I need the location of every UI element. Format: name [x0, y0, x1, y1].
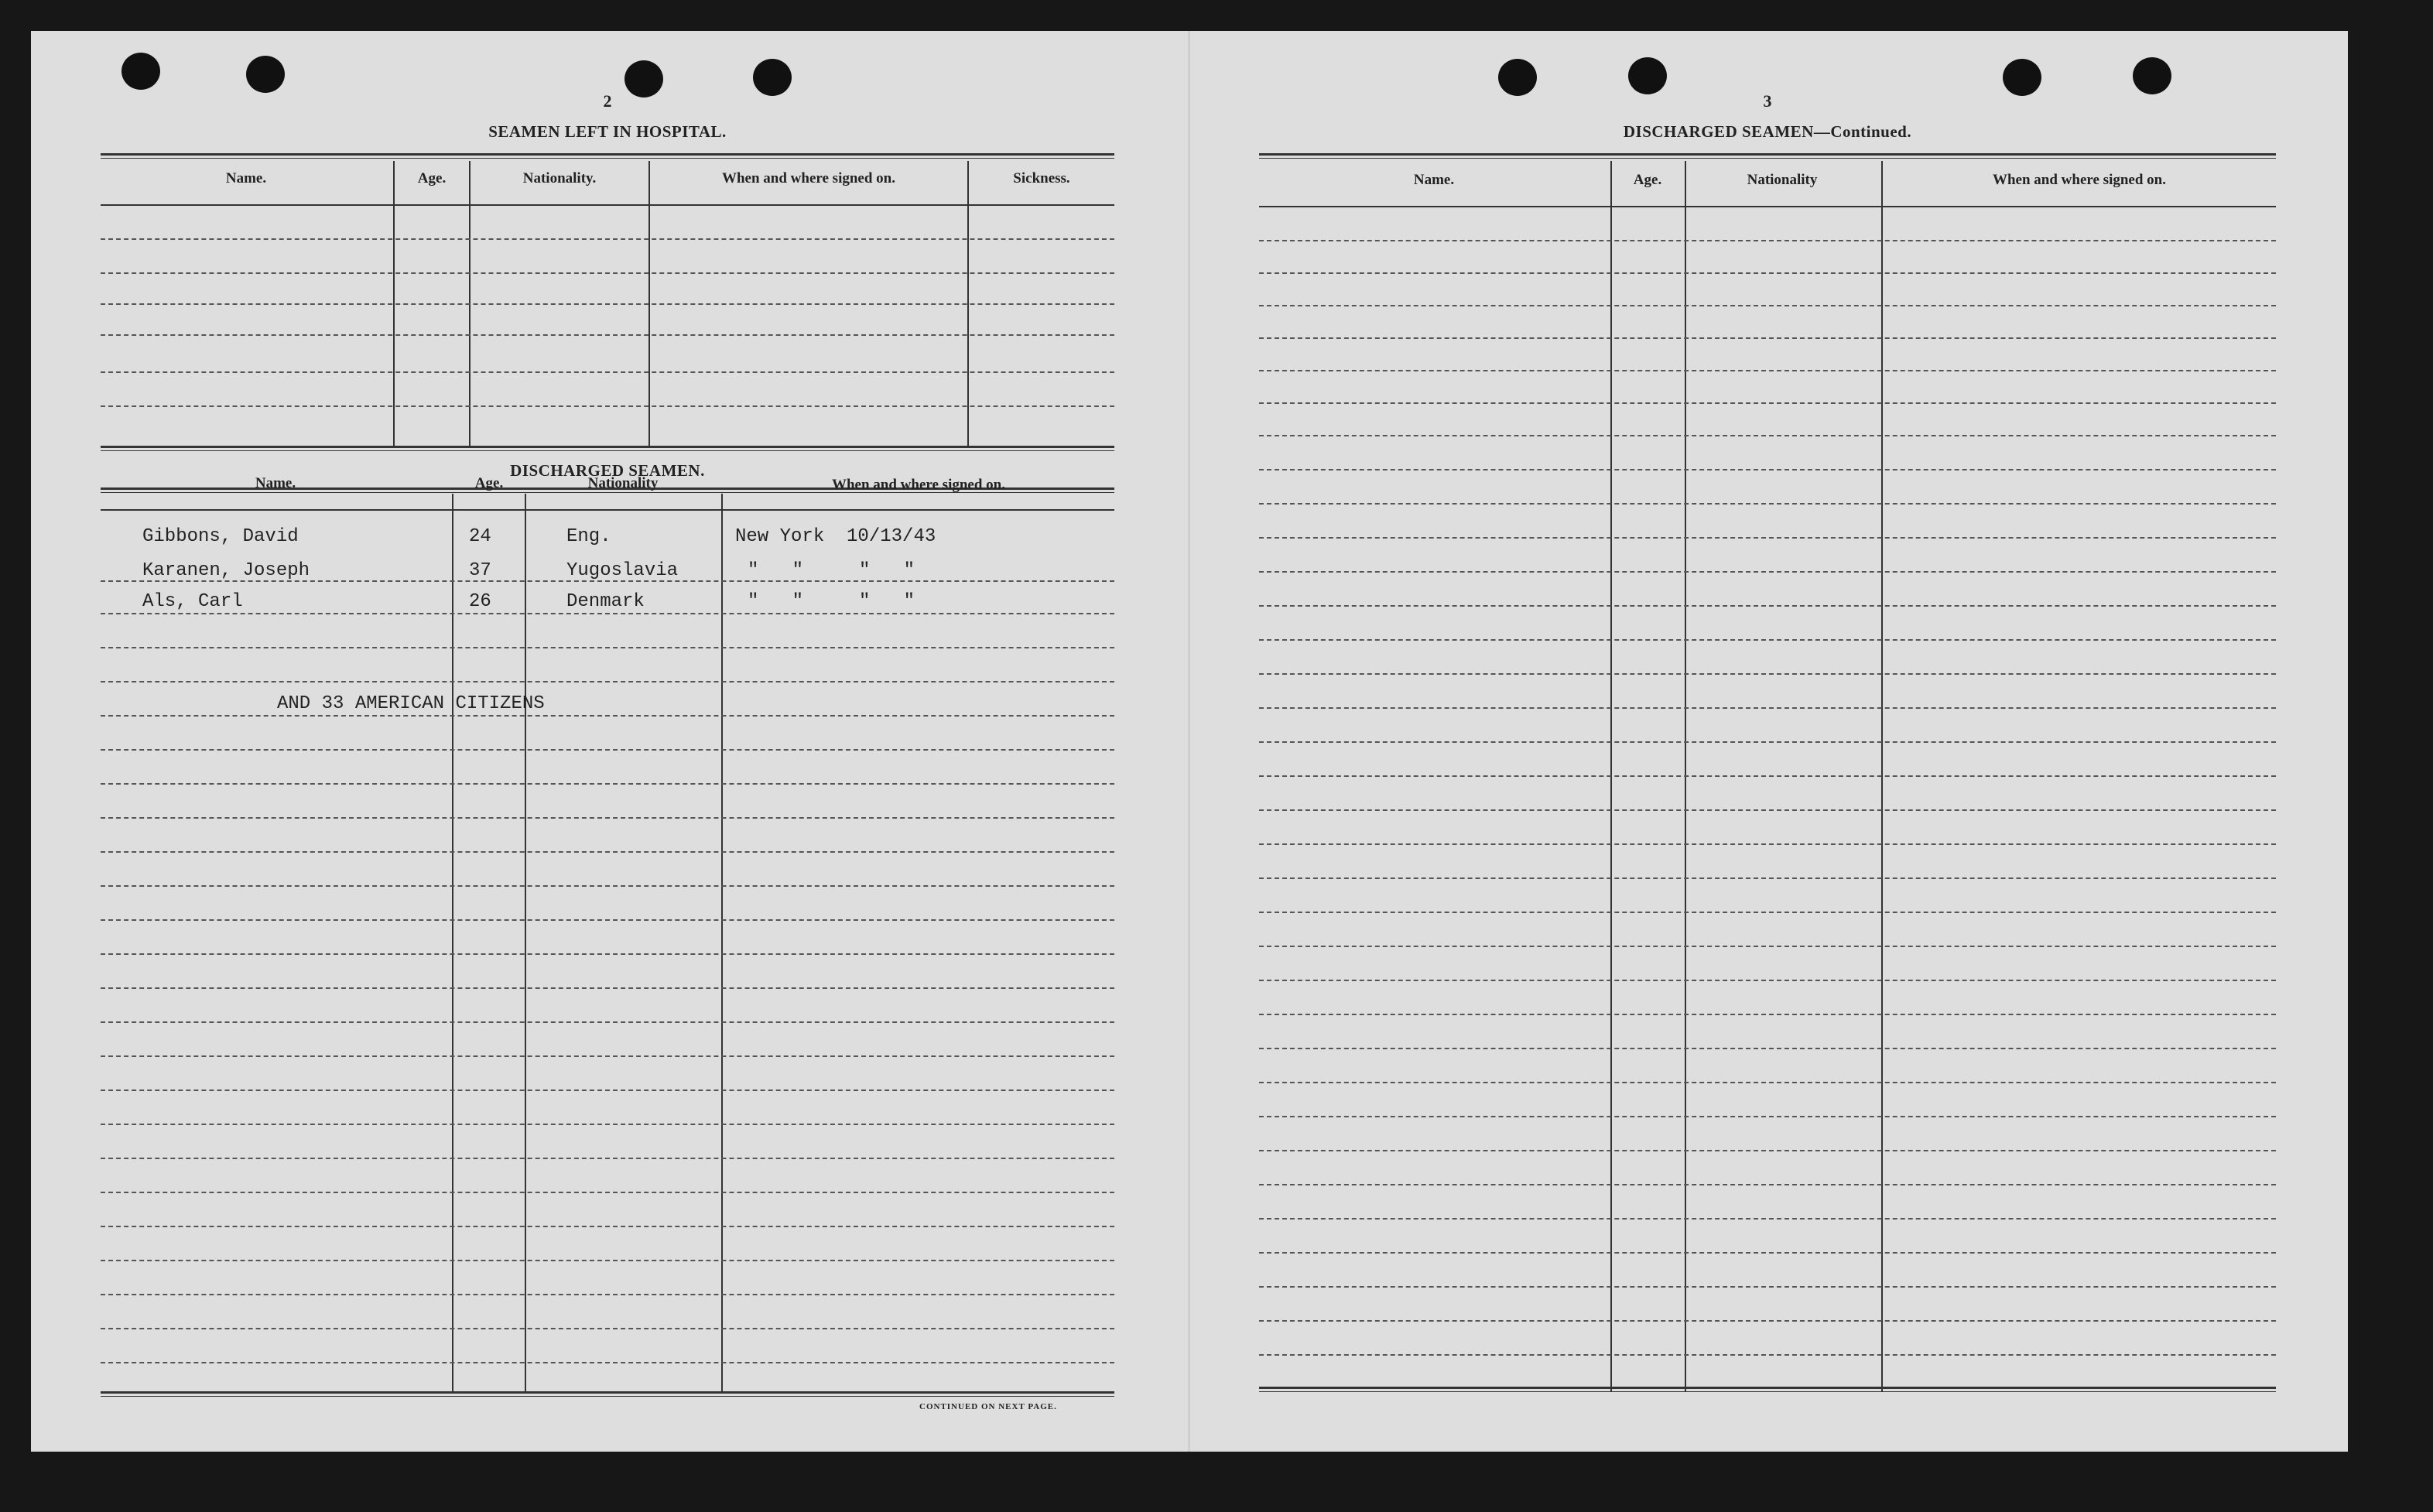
dotted-row-line [101, 371, 1114, 373]
dotted-row-line [1259, 605, 2276, 607]
dotted-row-line [101, 303, 1114, 305]
dotted-row-line [101, 334, 1114, 336]
dotted-row-line [1259, 503, 2276, 505]
dotted-row-line [101, 953, 1114, 955]
header-rule [101, 204, 1114, 206]
dotted-row-line [1259, 1150, 2276, 1151]
column-header-nationality: Nationality. [522, 170, 597, 186]
dotted-row-line [1259, 1048, 2276, 1049]
dotted-row-line [101, 851, 1114, 853]
page-number: 3 [1763, 91, 1772, 111]
dotted-row-line [101, 1090, 1114, 1091]
column-header-signed-on: When and where signed on. [831, 477, 1005, 493]
dotted-row-line [101, 1294, 1114, 1295]
dotted-row-line [1259, 1184, 2276, 1185]
column-header-age: Age. [474, 475, 504, 491]
dotted-row-line [101, 647, 1114, 648]
dotted-row-line [101, 1055, 1114, 1057]
table-rule [1259, 1387, 2276, 1389]
dotted-row-line [1259, 912, 2276, 913]
dotted-row-line [101, 783, 1114, 785]
seaman-name: Als, Carl [142, 591, 243, 612]
dotted-row-line [1259, 673, 2276, 675]
dotted-row-line [1259, 1320, 2276, 1322]
dotted-row-line [101, 1328, 1114, 1329]
column-header-sickness: Sickness. [1013, 170, 1070, 186]
column-divider [721, 494, 723, 1391]
dotted-row-line [1259, 1354, 2276, 1356]
dotted-row-line [1259, 639, 2276, 641]
right-page [1259, 31, 2276, 1393]
seaman-signed-on: " " " " [748, 560, 915, 581]
dotted-row-line [101, 919, 1114, 921]
dotted-row-line [1259, 370, 2276, 371]
column-header-name: Name. [225, 170, 267, 186]
dotted-row-line [1259, 240, 2276, 241]
dotted-row-line [1259, 435, 2276, 436]
dotted-row-line [101, 1192, 1114, 1193]
dotted-row-line [101, 1124, 1114, 1125]
dotted-row-line [101, 405, 1114, 407]
dotted-row-line [101, 1362, 1114, 1363]
column-header-nationality: Nationality [587, 475, 659, 491]
dotted-row-line [1259, 843, 2276, 845]
dotted-row-line [1259, 272, 2276, 274]
dotted-row-line [101, 749, 1114, 751]
dotted-row-line [1259, 946, 2276, 947]
dotted-row-line [1259, 537, 2276, 539]
dotted-row-line [1259, 1082, 2276, 1083]
dotted-row-line [1259, 402, 2276, 404]
dotted-row-line [101, 1226, 1114, 1227]
table-rule [1259, 153, 2276, 156]
dotted-row-line [101, 238, 1114, 240]
column-header-nationality: Nationality [1747, 172, 1818, 188]
seaman-age: 24 [469, 526, 491, 547]
dotted-row-line [1259, 469, 2276, 470]
column-header-age: Age. [1633, 172, 1662, 188]
header-rule [101, 509, 1114, 511]
dotted-row-line [1259, 1116, 2276, 1117]
hospital-title: SEAMEN LEFT IN HOSPITAL. [488, 122, 727, 141]
discharged-continued-title: DISCHARGED SEAMEN—Continued. [1623, 122, 1912, 141]
column-divider [525, 494, 526, 1391]
seaman-age: 37 [469, 560, 491, 581]
american-citizens-note: AND 33 AMERICAN CITIZENS [277, 693, 545, 714]
dotted-row-line [1259, 980, 2276, 981]
column-header-signed-on: When and where signed on. [1992, 172, 2166, 188]
column-header-age: Age. [417, 170, 447, 186]
dotted-row-line [101, 272, 1114, 274]
dotted-row-line [101, 1158, 1114, 1159]
dotted-row-line [1259, 305, 2276, 306]
dotted-row-line [1259, 775, 2276, 777]
column-divider [452, 494, 453, 1391]
dotted-row-line [1259, 707, 2276, 709]
dotted-row-line [101, 715, 1114, 717]
column-header-name: Name. [255, 475, 296, 491]
seaman-age: 26 [469, 591, 491, 612]
column-header-name: Name. [1413, 172, 1455, 188]
dotted-row-line [101, 885, 1114, 887]
dotted-row-line [1259, 877, 2276, 879]
seaman-name: Gibbons, David [142, 526, 299, 547]
table-rule [101, 1391, 1114, 1394]
page-fold [1188, 31, 1190, 1452]
seaman-nationality: Denmark [566, 591, 645, 612]
seaman-name: Karanen, Joseph [142, 560, 310, 581]
seaman-signed-on: New York 10/13/43 [735, 526, 936, 547]
dotted-row-line [101, 1260, 1114, 1261]
page-number: 2 [603, 91, 612, 111]
dotted-row-line [1259, 1014, 2276, 1015]
continued-footnote: CONTINUED ON NEXT PAGE. [919, 1402, 1057, 1411]
dotted-row-line [1259, 741, 2276, 743]
left-page [101, 31, 1114, 1411]
table-rule [101, 153, 1114, 156]
dotted-row-line [101, 1021, 1114, 1023]
seaman-signed-on: " " " " [748, 591, 915, 612]
dotted-row-line [101, 817, 1114, 819]
seaman-nationality: Eng. [566, 526, 611, 547]
dotted-row-line [1259, 809, 2276, 811]
dotted-row-line [1259, 1218, 2276, 1220]
dotted-row-line [101, 681, 1114, 682]
dotted-row-line [1259, 571, 2276, 573]
dotted-row-line [101, 613, 1114, 614]
discharged-title: DISCHARGED SEAMEN. [510, 461, 705, 480]
dotted-row-line [1259, 1252, 2276, 1254]
dotted-row-line [1259, 337, 2276, 339]
table-rule [101, 446, 1114, 448]
header-rule [1259, 206, 2276, 207]
dotted-row-line [101, 580, 1114, 582]
column-header-signed-on: When and where signed on. [721, 170, 895, 186]
dotted-row-line [1259, 1286, 2276, 1288]
seaman-nationality: Yugoslavia [566, 560, 679, 581]
dotted-row-line [101, 987, 1114, 989]
